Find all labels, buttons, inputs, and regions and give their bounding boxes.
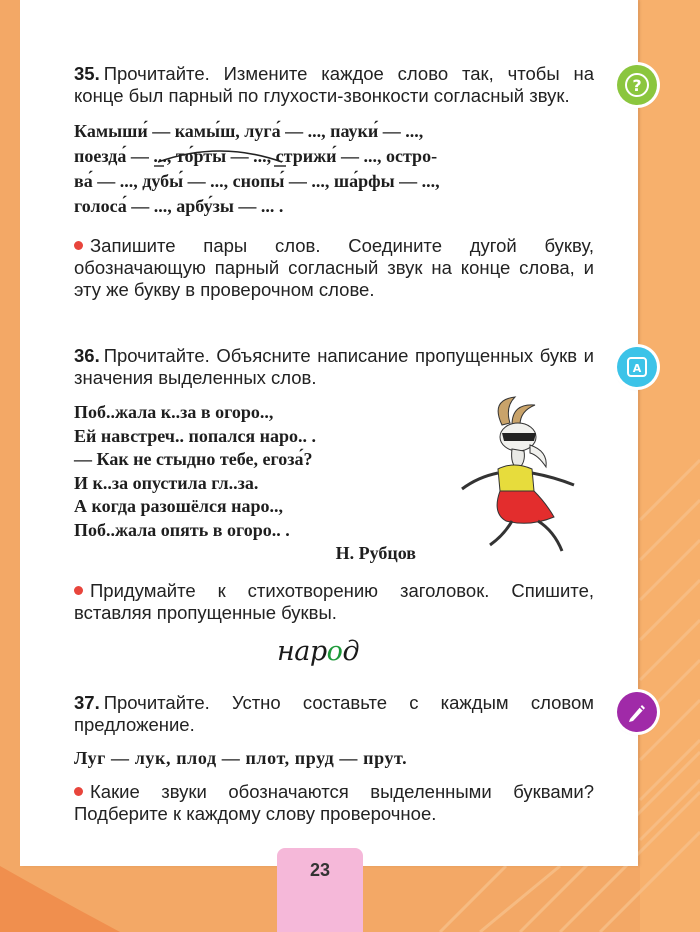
bullet-task-text: Какие звуки обозначаются выделенными буквами? Подберите к каждому слову проверочное. xyxy=(74,781,594,824)
exercise-number: 35. xyxy=(74,63,100,84)
exercise-35-bullet-task xyxy=(74,235,594,301)
bullet-task-text: Запишите пары слов. Соедините дугой букву, обозначающую парный согласный звук на конце слова, и эту же букву в проверочном слове. xyxy=(74,235,594,300)
task-text: Прочитайте. Измените каждое слово так, чтобы на конце был парный по глухости-звонкости согласный звук. xyxy=(74,63,594,106)
word-pairs: Луг — лук, плод — плот, пруд — прут. xyxy=(74,748,408,768)
hw-highlight-letter: о xyxy=(326,636,343,667)
word-line: голоса́ — ..., арбу́зы — ... . xyxy=(74,196,284,216)
bullet-marker xyxy=(74,787,83,796)
poem-line: — Как не стыдно тебе, егоза́? xyxy=(74,449,313,469)
exercise-36-task xyxy=(74,345,594,389)
exercise-35-task xyxy=(74,63,594,107)
bullet-marker xyxy=(74,241,83,250)
exercise-number: 36. xyxy=(74,345,100,366)
bullet-marker xyxy=(74,586,83,595)
svg-text:A: A xyxy=(632,362,642,375)
pen-icon xyxy=(617,692,657,732)
exercise-37-task xyxy=(74,692,594,736)
hw-end: д xyxy=(342,636,360,667)
task-text: Прочитайте. Объясните написание пропущенных букв и значения выделенных слов. xyxy=(74,345,594,388)
poem-author: Н. Рубцов xyxy=(335,543,416,563)
poem-line: Ей навстреч.. попался наро.. . xyxy=(74,425,317,446)
question-mark-icon xyxy=(617,65,657,105)
connecting-arc xyxy=(150,140,290,170)
abc-icon xyxy=(617,347,657,387)
exercise-37-bullet-task xyxy=(74,781,594,825)
word-line: ва́ — ..., дубы́ — ..., снопы́ — ..., ша́рфы — ..., xyxy=(74,171,440,191)
exercise-35 xyxy=(74,63,594,301)
word-line: поезда́ — ..., то́рты — ..., стрижи́ — ..., остро- xyxy=(74,146,438,166)
poem-line: Поб..жала опять в огоро.. . xyxy=(74,519,290,540)
hw-start: нар xyxy=(277,636,327,667)
goat-illustration xyxy=(450,395,590,555)
exercise-number: 37. xyxy=(74,692,100,713)
svg-text:?: ? xyxy=(632,76,642,95)
bullet-task-text: Придумайте к стихотворению заголовок. Спишите, вставляя пропущенные буквы. xyxy=(74,579,594,623)
handwritten-word xyxy=(277,636,359,667)
page-number: 23 xyxy=(309,860,331,880)
poem-line: А когда разошёлся наро.., xyxy=(74,496,284,516)
task-text: Прочитайте. Устно составьте с каждым словом предложение. xyxy=(74,692,594,735)
poem-line: Поб..жала к..за в огоро.., xyxy=(74,402,274,422)
exercise-36-bullet-task xyxy=(74,580,594,624)
word-line: Камыши́ — камы́ш, луга́ — ..., пауки́ — ..., xyxy=(74,121,424,141)
poem-line: И к..за опустила гл..за. xyxy=(74,472,259,493)
page-number-tab xyxy=(277,848,363,932)
exercise-37 xyxy=(74,692,594,825)
